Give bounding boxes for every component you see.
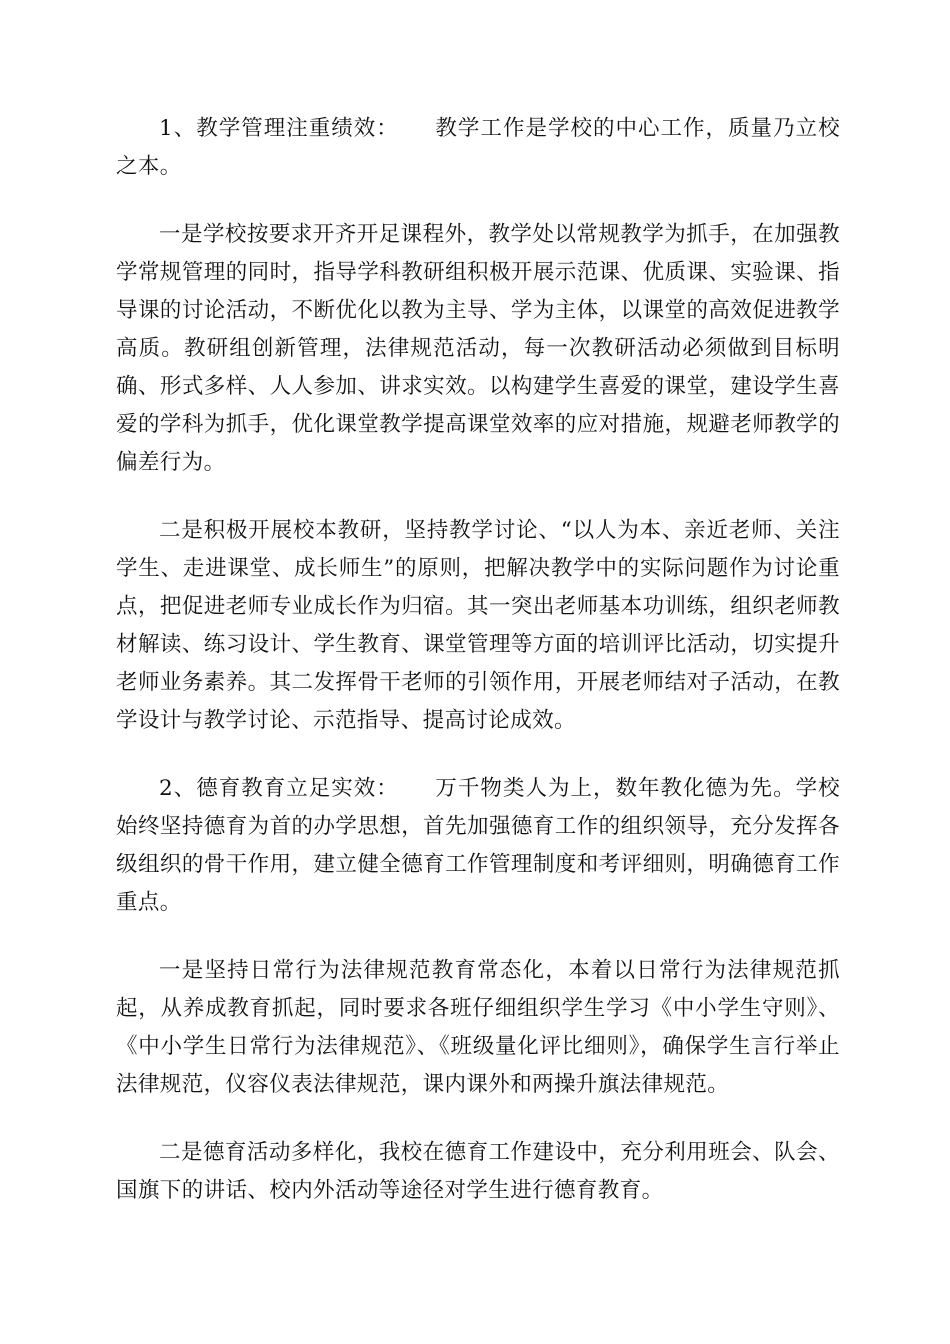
paragraph-school-research	[116, 512, 840, 740]
paragraph-activities	[116, 1134, 840, 1210]
paragraph-curriculum	[116, 216, 840, 482]
paragraph-text: 教学工作是学校的中心工作，质量乃立校之本。	[116, 116, 840, 179]
paragraph-moral-education	[116, 770, 840, 922]
section-heading: 2、德育教育立足实效：	[159, 776, 399, 801]
paragraph-text: 一是坚持日常行为法律规范教育常态化，本着以日常行为法律规范抓起，从养成教育抓起，同时要求各班仔细组织学生学习《中小学生守则》、《中小学生日常行为法律规范》、《班级量化评比细则》，确保学生言行举止法律规范，仪容仪表法律规范，课内课外和两操升旗法律规范。	[116, 958, 840, 1097]
paragraph-daily-conduct	[116, 952, 840, 1104]
paragraph-teaching-management	[116, 110, 840, 186]
paragraph-text: 一是学校按要求开齐开足课程外，教学处以常规教学为抓手，在加强教学常规管理的同时，指导学科教研组积极开展示范课、优质课、实验课、指导课的讨论活动，不断优化以教为主导、学为主体，以课堂的高效促进教学高质。教研组创新管理，法律规范活动，每一次教研活动必须做到目标明确、形式多样、人人参加、讲求实效。以构建学生喜爱的课堂，建设学生喜爱的学科为抓手，优化课堂教学提高课堂效率的应对措施，规避老师教学的偏差行为。	[116, 222, 840, 475]
paragraph-text: 二是德育活动多样化，我校在德育工作建设中，充分利用班会、队会、国旗下的讲话、校内外活动等途径对学生进行德育教育。	[116, 1140, 840, 1203]
document-page	[116, 110, 840, 1240]
section-heading: 1、教学管理注重绩效：	[159, 116, 399, 141]
paragraph-text: 万千物类人为上，数年教化德为先。学校始终坚持德育为首的办学思想，首先加强德育工作的组织领导，充分发挥各级组织的骨干作用，建立健全德育工作管理制度和考评细则，明确德育工作重点。	[116, 776, 840, 915]
paragraph-text: 二是积极开展校本教研，坚持教学讨论、“以人为本、亲近老师、关注学生、走进课堂、成长师生”的原则，把解决教学中的实际问题作为讨论重点，把促进老师专业成长作为归宿。其一突出老师基本功训练，组织老师教材解读、练习设计、学生教育、课堂管理等方面的培训评比活动，切实提升老师业务素养。其二发挥骨干老师的引领作用，开展老师结对子活动，在教学设计与教学讨论、示范指导、提高讨论成效。	[116, 518, 840, 733]
